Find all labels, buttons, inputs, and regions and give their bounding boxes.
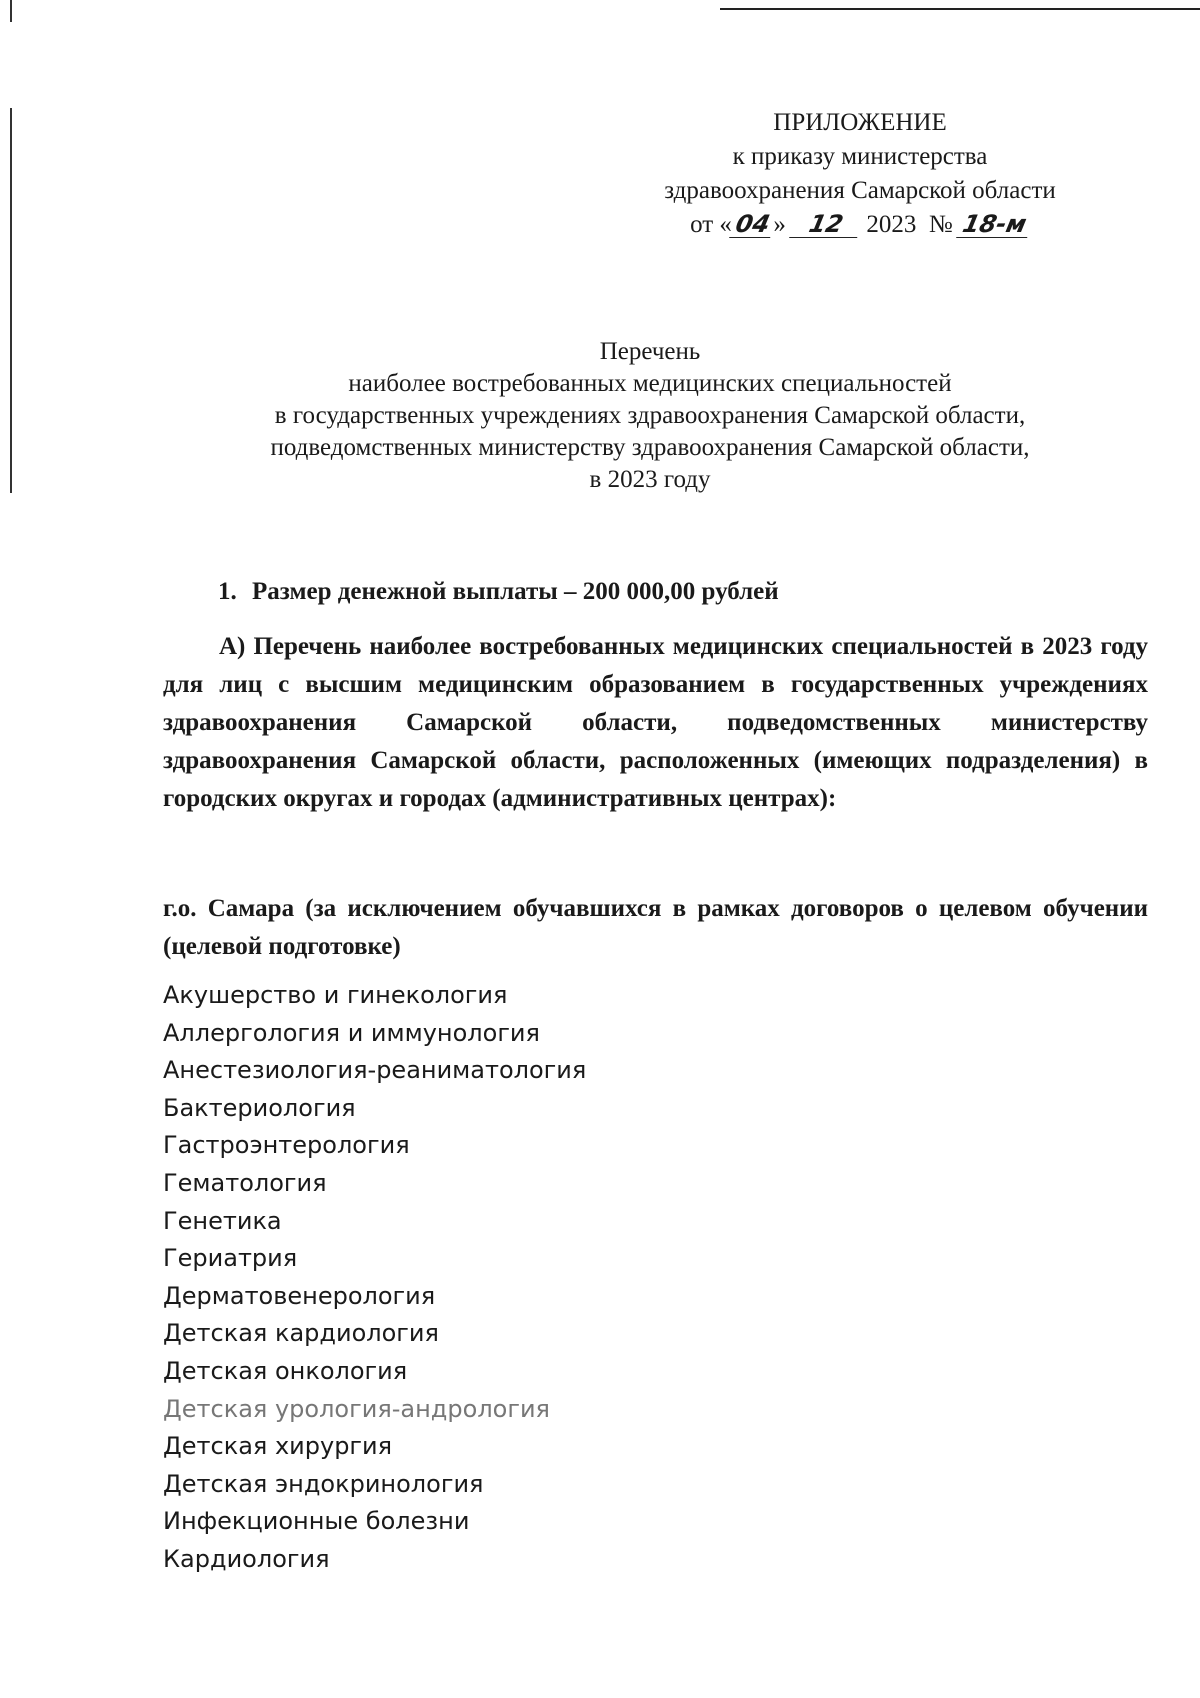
title-line: наиболее востребованных медицинских специальностей [348, 370, 952, 397]
list-item: Инфекционные болезни [163, 1507, 470, 1536]
scan-edge-left [10, 0, 12, 22]
approval-ministry-line: здравоохранения Самарской области [664, 177, 1056, 204]
list-item: Дерматовенерология [163, 1281, 436, 1310]
handwritten-number: 18-м [956, 211, 1033, 238]
title-line: подведомственных министерству здравоохранения Самарской области, [270, 434, 1030, 461]
specialty-list [163, 977, 586, 1579]
date-year: 2023 [866, 211, 917, 238]
list-item: Детская онкология [163, 1356, 408, 1385]
list-item: Детская эндокринология [163, 1469, 484, 1498]
scan-edge-top [720, 8, 1200, 10]
scan-edge-left [10, 108, 12, 493]
approval-block [560, 106, 1160, 242]
document-title [150, 336, 1150, 496]
date-prefix: от « [690, 211, 732, 238]
list-item: Гериатрия [163, 1244, 298, 1273]
section-heading [218, 578, 779, 606]
paragraph-a: А) Перечень наиболее востребованных медицинских специальностей в 2023 году для лиц с высшим медицинским образованием в государственных учреждениях здравоохранения Самарской области, подведомственных министерству здравоохранения Самарской области, расположенных (имеющих подразделения) в городских округах и городах (административных центрах): [163, 633, 1148, 812]
approval-date-line [560, 208, 1160, 242]
list-item: Аллергология и иммунология [163, 1018, 540, 1047]
list-item: Акушерство и гинекология [163, 981, 508, 1009]
list-item: Детская урология-андрология [163, 1394, 550, 1423]
list-item: Кардиология [163, 1544, 330, 1573]
section-heading-text: Размер денежной выплаты – 200 000,00 рублей [252, 578, 779, 605]
number-sign: № [928, 211, 953, 238]
list-item: Детская кардиология [163, 1319, 439, 1348]
date-quote-close: » [773, 211, 786, 238]
list-item: Детская хирургия [163, 1432, 393, 1461]
handwritten-month: 12 [789, 211, 863, 238]
title-line: Перечень [599, 338, 701, 365]
title-line: в государственных учреждениях здравоохранения Самарской области, [274, 402, 1026, 429]
city-heading: г.о. Самара (за исключением обучавшихся в рамках договоров о целевом обучении (целевой подготовке) [163, 895, 1148, 960]
handwritten-day: 04 [729, 211, 776, 238]
list-item: Гематология [163, 1168, 327, 1197]
approval-order-line: к приказу министерства [732, 143, 988, 170]
section-number: 1. [218, 578, 237, 605]
list-item: Гастроэнтерология [163, 1131, 410, 1160]
title-line: в 2023 году [589, 466, 711, 493]
approval-label: ПРИЛОЖЕНИЕ [773, 109, 947, 136]
list-item: Бактериология [163, 1093, 356, 1122]
list-item: Анестезиология-реаниматология [163, 1056, 587, 1085]
list-item: Генетика [163, 1206, 282, 1235]
